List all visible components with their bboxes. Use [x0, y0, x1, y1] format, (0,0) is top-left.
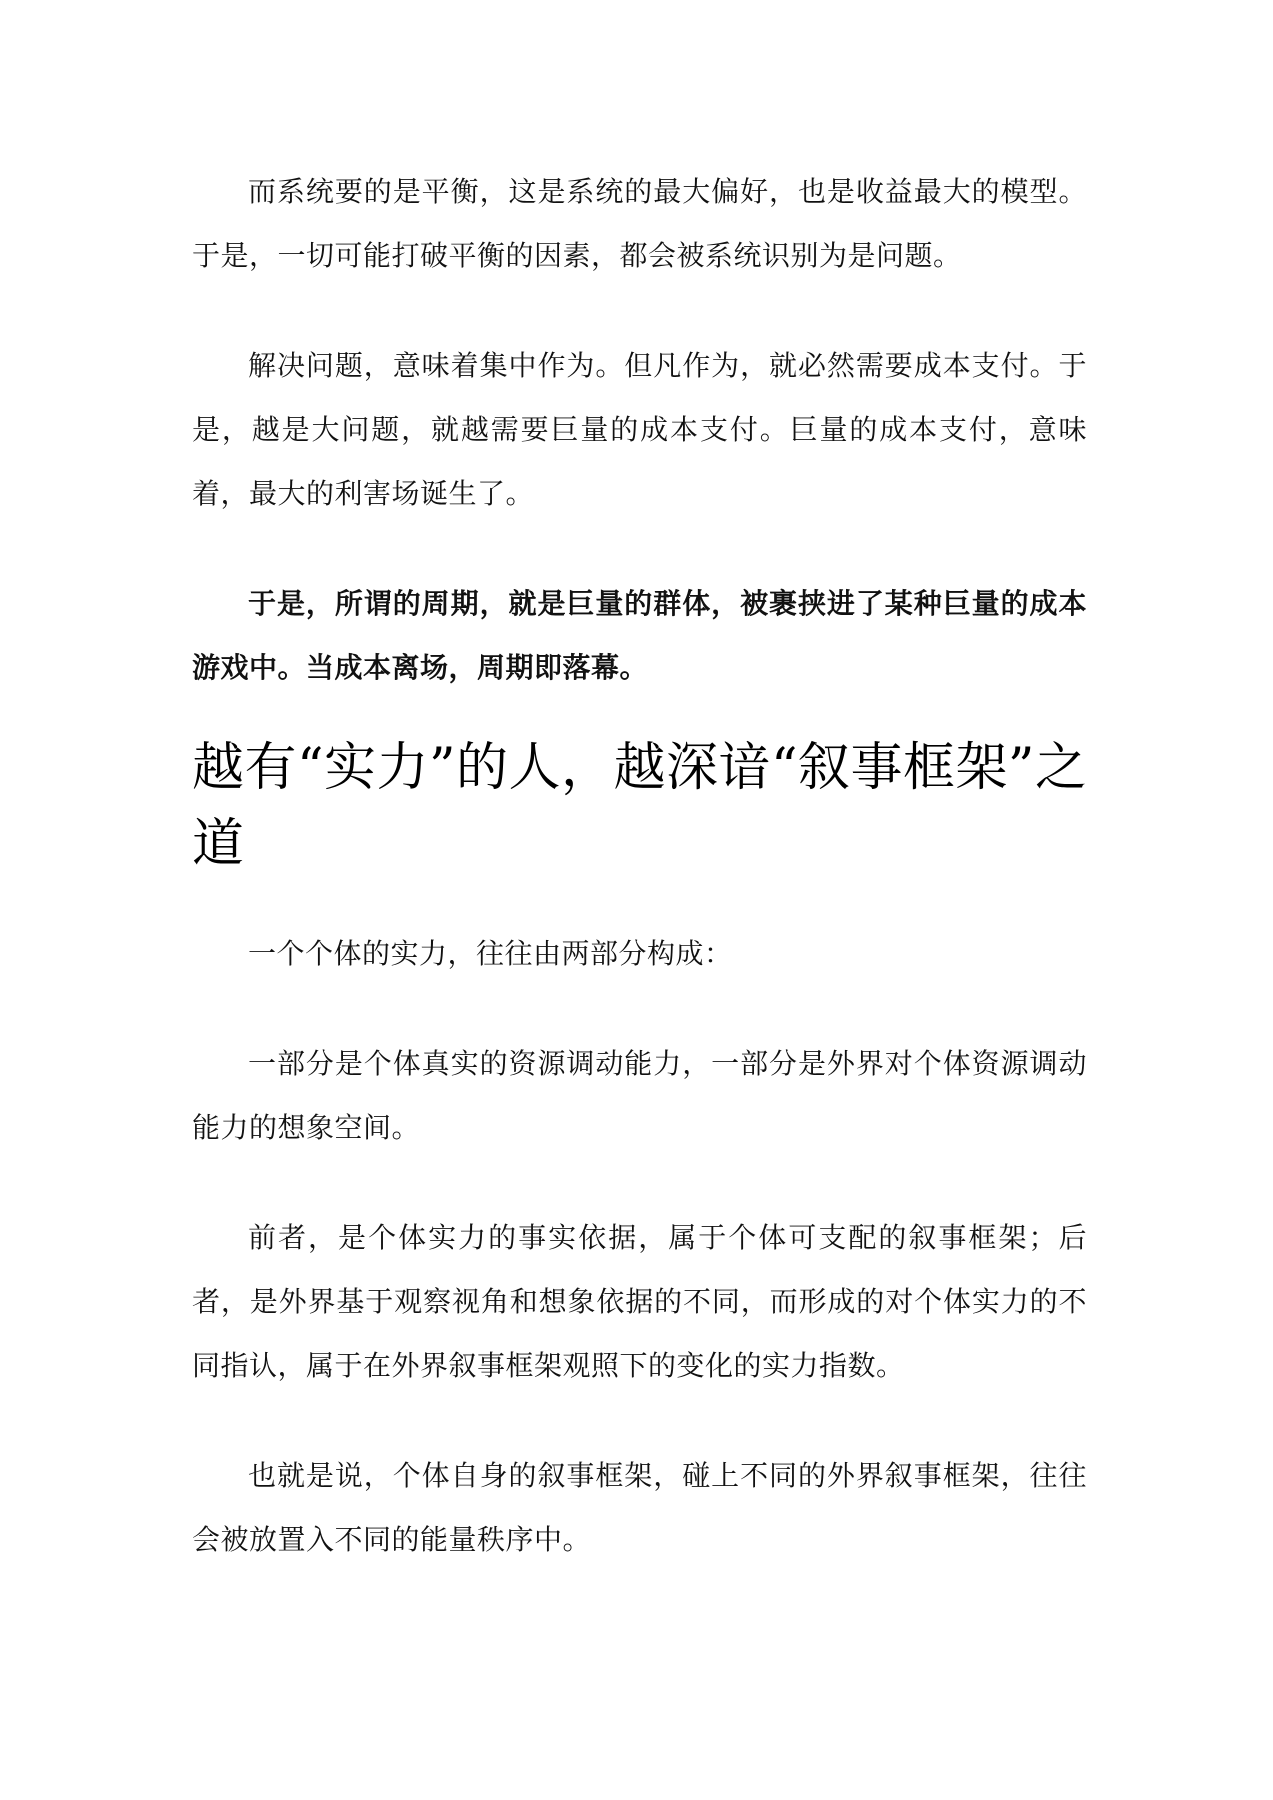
- section-heading: 越有“实力”的人，越深谙“叙事框架”之道: [192, 738, 1087, 874]
- body-paragraph: 一个个体的实力，往往由两部分构成：: [248, 937, 733, 970]
- bold-paragraph: 于是，所谓的周期，就是巨量的群体，被裹挟进了某种巨量的成本游戏中。当成本离场，周期即落幕。: [192, 587, 1087, 684]
- body-paragraph: 前者，是个体实力的事实依据，属于个体可支配的叙事框架；后者，是外界基于观察视角和想象依据的不同，而形成的对个体实力的不同指认，属于在外界叙事框架观照下的变化的实力指数。: [192, 1221, 1087, 1382]
- body-paragraph: 也就是说，个体自身的叙事框架，碰上不同的外界叙事框架，往往会被放置入不同的能量秩序中。: [192, 1459, 1087, 1556]
- paragraph-gap: [192, 288, 1087, 334]
- document-page: [192, 160, 1087, 1572]
- body-paragraph: 解决问题，意味着集中作为。但凡作为，就必然需要成本支付。于是，越是大问题，就越需要巨量的成本支付。巨量的成本支付，意味着，最大的利害场诞生了。: [192, 349, 1087, 510]
- paragraph-gap: [192, 1398, 1087, 1444]
- paragraph-gap: [192, 526, 1087, 572]
- body-paragraph: 而系统要的是平衡，这是系统的最大偏好，也是收益最大的模型。于是，一切可能打破平衡的因素，都会被系统识别为是问题。: [192, 175, 1087, 272]
- body-paragraph: 一部分是个体真实的资源调动能力，一部分是外界对个体资源调动能力的想象空间。: [192, 1047, 1087, 1144]
- paragraph-gap: [192, 1160, 1087, 1206]
- paragraph-gap: [192, 986, 1087, 1032]
